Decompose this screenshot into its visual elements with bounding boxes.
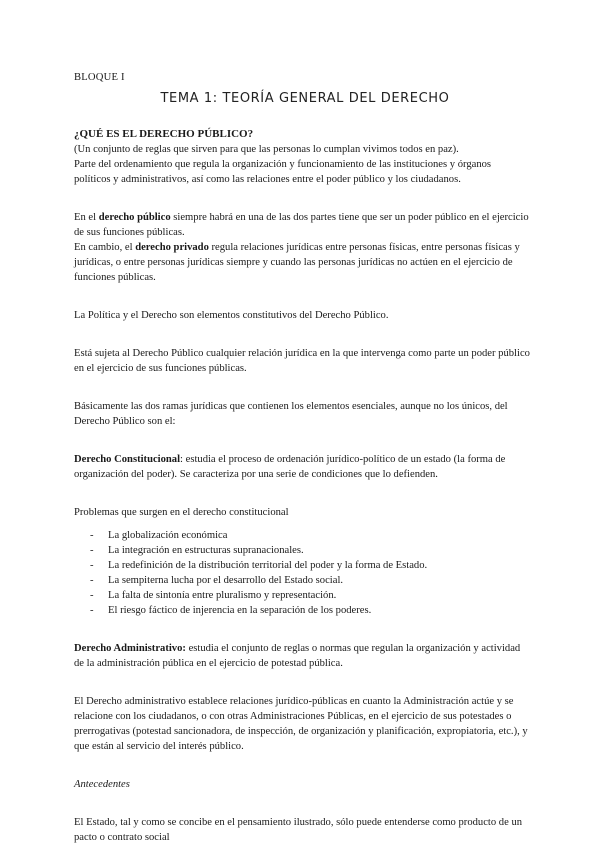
- list-item: [74, 558, 530, 573]
- admin-relaciones-paragraph: El Derecho administrativo establece relaciones jurídico-públicas en cuanto la Administración actúe y se relacione con los ciudadanos, o con otras Administraciones Públicas, en el ejercicio de sus potestades o prerrogativas (potestad sancionadora, de inspección, de organización y planificación, expropiatoria, etc.), y que están al servicio del interés público.: [74, 696, 528, 752]
- topic-title: TEMA 1: TEORÍA GENERAL DEL DERECHO: [160, 91, 450, 106]
- text-segment: En cambio, el: [74, 242, 136, 253]
- list-item: [74, 573, 530, 588]
- definition-parenthetical: (Un conjunto de reglas que sirven para que las personas lo cumplan vivimos todos en paz).: [74, 144, 459, 155]
- text-segment: regula relaciones jurídicas entre personas físicas, entre personas físicas y jurídicas, o entre personas jurídicas siempre y cuando las personas jurídicas no actúen en el ejercicio de funciones públicas.: [74, 242, 520, 283]
- list-item-text: La integración en estructuras supranacionales.: [108, 545, 304, 556]
- problemas-list: [74, 528, 530, 618]
- derecho-publico-paragraph: [74, 210, 530, 240]
- list-item: [74, 543, 530, 558]
- list-item-text: La sempiterna lucha por el desarrollo del Estado social.: [108, 575, 344, 586]
- constitucional-paragraph: [74, 452, 530, 482]
- block-label: BLOQUE I: [74, 72, 125, 83]
- list-item: [74, 603, 530, 618]
- section-heading-derecho-publico: ¿QUÉ ES EL DERECHO PÚBLICO?: [74, 128, 254, 140]
- dash-bullet: -: [90, 575, 94, 586]
- dash-bullet: -: [90, 560, 94, 571]
- sujeta-paragraph: Está sujeta al Derecho Público cualquier relación jurídica en la que intervenga como parte un poder público en el ejercicio de sus funciones públicas.: [74, 348, 530, 374]
- list-item: [74, 528, 530, 543]
- administrativo-paragraph: [74, 641, 530, 671]
- problemas-intro: Problemas que surgen en el derecho constitucional: [74, 507, 289, 518]
- list-item-text: El riesgo fáctico de injerencia en la separación de los poderes.: [108, 605, 372, 616]
- definition-paragraph: Parte del ordenamiento que regula la organización y funcionamiento de las instituciones y órganos políticos y administrativos, así como las relaciones entre el poder público y los ciudadanos.: [74, 159, 492, 185]
- text-segment: siempre habrá en una de las dos partes tiene que ser un poder público en el ejercicio de sus funciones públicas.: [74, 212, 529, 238]
- term-derecho-publico: derecho público: [98, 212, 171, 223]
- dash-bullet: -: [90, 590, 94, 601]
- ramas-paragraph: Básicamente las dos ramas jurídicas que contienen los elementos esenciales, aunque no los únicos, del Derecho Público son el:: [74, 401, 508, 427]
- politica-paragraph: La Política y el Derecho son elementos constitutivos del Derecho Público.: [74, 310, 389, 321]
- term-derecho-constitucional: Derecho Constitucional: [74, 454, 181, 465]
- dash-bullet: -: [90, 530, 94, 541]
- antecedentes-paragraph: El Estado, tal y como se concibe en el pensamiento ilustrado, sólo puede entenderse como producto de un pacto o contrato social: [74, 817, 523, 843]
- list-item-text: La globalización económica: [108, 530, 228, 541]
- term-derecho-privado: derecho privado: [135, 242, 209, 253]
- document-body: [74, 127, 530, 845]
- antecedentes-heading: Antecedentes: [74, 779, 130, 790]
- list-item-text: La redefinición de la distribución territorial del poder y la forma de Estado.: [108, 560, 428, 571]
- text-segment: : estudia el proceso de ordenación jurídico-político de un estado (la forma de organización del poder). Se caracteriza por una serie de condiciones que lo defienden.: [74, 454, 506, 480]
- dash-bullet: -: [90, 545, 94, 556]
- dash-bullet: -: [90, 605, 94, 616]
- derecho-privado-paragraph: [74, 240, 530, 285]
- text-segment: En el: [74, 212, 99, 223]
- term-derecho-administrativo: Derecho Administrativo:: [74, 643, 189, 654]
- list-item-text: La falta de sintonía entre pluralismo y representación.: [108, 590, 337, 601]
- list-item: [74, 588, 530, 603]
- text-segment: estudia el conjunto de reglas o normas que regulan la organización y actividad de la administración pública en el ejercicio de potestad pública.: [74, 643, 521, 669]
